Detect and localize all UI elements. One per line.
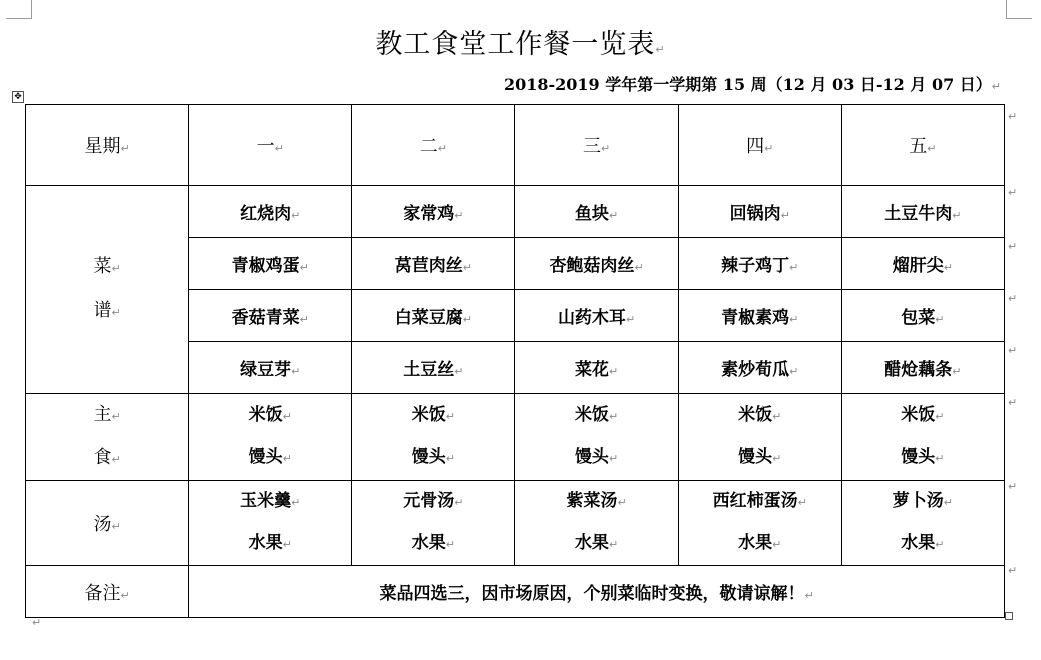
staple-item: [352, 395, 514, 437]
staple-name: 米饭: [248, 405, 283, 425]
staple-cell[interactable]: [352, 394, 515, 481]
dish-name: 山药木耳: [557, 308, 626, 328]
note-label-cell[interactable]: [26, 566, 189, 618]
staple-item: [679, 395, 841, 437]
paragraph-mark-icon: ↵: [608, 209, 619, 222]
soup-cell[interactable]: [515, 481, 678, 566]
dish-name: 素炒荀瓜: [721, 360, 790, 380]
paragraph-mark-icon: ↵: [927, 142, 937, 155]
dish-cell[interactable]: [352, 238, 515, 290]
staple-name: 馒头: [738, 447, 773, 467]
paragraph-mark-icon: ↵: [935, 452, 945, 465]
note-text-cell[interactable]: [189, 566, 1005, 618]
paragraph-mark-icon: ↵: [608, 365, 619, 378]
menu-label-line: [26, 246, 188, 290]
staple-item: [842, 437, 1004, 479]
paragraph-mark-icon: ↵: [111, 520, 121, 533]
fruit-item: [842, 523, 1004, 565]
dish-cell[interactable]: [189, 238, 352, 290]
soup-item: [189, 481, 351, 523]
soup-name: 元骨汤: [403, 491, 455, 511]
paragraph-mark-icon: ↵: [935, 538, 945, 551]
paragraph-mark-icon: ↵: [120, 142, 130, 155]
subtitle-text: 2018-2019 学年第一学期第 15 周（12 月 03 日-12 月 07 日）: [503, 75, 992, 94]
dish-cell[interactable]: [515, 238, 678, 290]
paragraph-mark-icon: ↵: [445, 410, 455, 423]
fruit-name: 水果: [901, 533, 936, 553]
paragraph-mark-icon: ↵: [32, 616, 42, 629]
end-of-row-mark-icon: ↵: [1008, 292, 1018, 305]
fruit-item: [679, 523, 841, 565]
end-of-row-mark-icon: ↵: [1008, 480, 1018, 493]
note-row: [26, 566, 1005, 618]
soup-item: [515, 481, 677, 523]
end-of-row-mark-icon: ↵: [1008, 186, 1018, 199]
paragraph-mark-icon: ↵: [608, 538, 619, 551]
day-label: 二: [419, 136, 438, 157]
paragraph-mark-icon: ↵: [952, 209, 962, 222]
page-title: [0, 22, 1041, 61]
staple-label-line: [26, 394, 188, 437]
paragraph-mark-icon: ↵: [780, 209, 790, 222]
paragraph-mark-icon: ↵: [608, 410, 619, 423]
dish-name: 白菜豆腐: [394, 308, 463, 328]
end-of-row-mark-icon: ↵: [1008, 564, 1018, 577]
paragraph-mark-icon: ↵: [282, 538, 292, 551]
crop-mark-top-right: [1006, 0, 1032, 19]
dish-name: 菜花: [574, 360, 609, 380]
dish-cell[interactable]: [678, 290, 841, 342]
soup-name: 萝卜汤: [892, 491, 944, 511]
menu-label-cell[interactable]: [26, 186, 189, 394]
label-char: 食: [93, 447, 112, 468]
weekday-label: 星期: [84, 136, 121, 157]
soup-cell[interactable]: [678, 481, 841, 566]
soup-cell[interactable]: [189, 481, 352, 566]
soup-label-cell[interactable]: [26, 481, 189, 566]
soup-item: [352, 481, 514, 523]
fruit-item: [189, 523, 351, 565]
paragraph-mark-icon: ↵: [797, 496, 807, 509]
dish-name: 香菇青菜: [231, 308, 300, 328]
menu-label-line: [26, 290, 188, 334]
paragraph-mark-icon: ↵: [943, 496, 953, 509]
note-text: 菜品四选三，因市场原因，个别菜临时变换，敬请谅解！: [379, 584, 805, 604]
soup-cell[interactable]: [352, 481, 515, 566]
weekday-label-cell[interactable]: [26, 105, 189, 186]
staple-cell[interactable]: [515, 394, 678, 481]
crop-mark-top-left: [6, 0, 32, 19]
staple-cell[interactable]: [841, 394, 1004, 481]
staple-item: [515, 437, 677, 479]
day-label: 四: [746, 136, 765, 157]
end-of-row-mark-icon: ↵: [1008, 240, 1018, 253]
soup-name: 紫菜汤: [566, 491, 618, 511]
staple-label-line: [26, 437, 188, 480]
day-cell-fri[interactable]: [841, 105, 1004, 186]
staple-row: [26, 394, 1005, 481]
dish-name: 醋炝藕条: [884, 360, 953, 380]
dish-name: 红烧肉: [240, 204, 292, 224]
dish-name: 青椒鸡蛋: [231, 256, 300, 276]
soup-item: [842, 481, 1004, 523]
fruit-name: 水果: [738, 533, 773, 553]
paragraph-mark-icon: ↵: [789, 261, 799, 274]
dish-cell[interactable]: [678, 186, 841, 238]
soup-item: [679, 481, 841, 523]
dish-cell[interactable]: [352, 186, 515, 238]
table-move-handle-icon[interactable]: ✥: [12, 91, 24, 103]
day-label: 三: [582, 136, 601, 157]
soup-name: 玉米羹: [240, 491, 292, 511]
paragraph-mark-icon: ↵: [454, 209, 464, 222]
staple-name: 馒头: [901, 447, 936, 467]
dish-cell[interactable]: [841, 238, 1004, 290]
dish-name: 辣子鸡丁: [721, 256, 790, 276]
dish-cell[interactable]: [841, 186, 1004, 238]
staple-name: 米饭: [574, 405, 609, 425]
day-cell-tue[interactable]: [352, 105, 515, 186]
paragraph-mark-icon: ↵: [282, 452, 292, 465]
paragraph-mark-icon: ↵: [608, 452, 619, 465]
day-label: 一: [256, 136, 275, 157]
dish-name: 鱼块: [574, 204, 609, 224]
staple-label-cell[interactable]: [26, 394, 189, 481]
menu-table: [25, 104, 1005, 618]
paragraph-mark-icon: ↵: [111, 410, 121, 423]
paragraph-mark-icon: ↵: [789, 313, 799, 326]
end-of-row-mark-icon: ↵: [1008, 396, 1018, 409]
paragraph-mark-icon: ↵: [764, 142, 774, 155]
label-char: 菜: [93, 255, 112, 277]
week-subtitle: [504, 72, 1001, 95]
label-char: 谱: [93, 299, 112, 321]
paragraph-mark-icon: ↵: [282, 410, 292, 423]
soup-cell[interactable]: [841, 481, 1004, 566]
paragraph-mark-icon: ↵: [111, 261, 121, 275]
paragraph-mark-icon: ↵: [617, 496, 627, 509]
day-cell-mon[interactable]: [189, 105, 352, 186]
fruit-name: 水果: [574, 533, 609, 553]
fruit-item: [352, 523, 514, 565]
staple-item: [679, 437, 841, 479]
dish-name: 土豆丝: [403, 360, 455, 380]
title-text: 教工食堂工作餐一览表: [375, 29, 656, 60]
soup-name: 西红柿蛋汤: [712, 491, 798, 511]
day-cell-wed[interactable]: [515, 105, 678, 186]
paragraph-mark-icon: ↵: [804, 589, 814, 602]
label-char: 主: [93, 404, 112, 425]
paragraph-mark-icon: ↵: [789, 365, 799, 378]
paragraph-mark-icon: ↵: [772, 410, 782, 423]
fruit-item: [515, 523, 677, 565]
dish-cell[interactable]: [189, 342, 352, 394]
weekday-header-row: [26, 105, 1005, 186]
paragraph-mark-icon: ↵: [291, 496, 301, 509]
staple-name: 米饭: [738, 405, 773, 425]
note-label: 备注: [84, 582, 121, 604]
table-resize-handle-icon[interactable]: [1005, 612, 1013, 620]
staple-item: [515, 395, 677, 437]
paragraph-mark-icon: ↵: [454, 365, 464, 378]
staple-cell[interactable]: [189, 394, 352, 481]
paragraph-mark-icon: ↵: [625, 313, 636, 326]
menu-dish-row: [26, 186, 1005, 238]
paragraph-mark-icon: ↵: [111, 305, 121, 319]
dish-cell[interactable]: [352, 290, 515, 342]
end-of-row-mark-icon: ↵: [1008, 110, 1018, 123]
dish-name: 熘肝尖: [892, 256, 944, 276]
dish-cell[interactable]: [678, 342, 841, 394]
paragraph-mark-icon: ↵: [437, 142, 447, 155]
dish-cell[interactable]: [678, 238, 841, 290]
staple-item: [842, 395, 1004, 437]
paragraph-mark-icon: ↵: [655, 43, 666, 56]
paragraph-mark-icon: ↵: [943, 261, 953, 274]
dish-cell[interactable]: [189, 186, 352, 238]
soup-label: 汤: [93, 514, 112, 535]
paragraph-mark-icon: ↵: [935, 313, 945, 326]
dish-name: 家常鸡: [403, 204, 455, 224]
dish-name: 回锅肉: [729, 204, 781, 224]
dish-cell[interactable]: [515, 186, 678, 238]
paragraph-mark-icon: ↵: [274, 142, 284, 155]
paragraph-mark-icon: ↵: [772, 452, 782, 465]
paragraph-mark-icon: ↵: [952, 365, 962, 378]
end-of-row-mark-icon: ↵: [1008, 344, 1018, 357]
staple-item: [189, 395, 351, 437]
paragraph-mark-icon: ↵: [772, 538, 782, 551]
paragraph-mark-icon: ↵: [462, 313, 472, 326]
staple-cell[interactable]: [678, 394, 841, 481]
day-label: 五: [909, 136, 928, 157]
dish-name: 莴苣肉丝: [394, 256, 463, 276]
staple-name: 米饭: [901, 405, 936, 425]
dish-name: 杏鲍菇肉丝: [549, 256, 635, 276]
staple-item: [352, 437, 514, 479]
paragraph-mark-icon: ↵: [120, 588, 130, 602]
paragraph-mark-icon: ↵: [291, 365, 301, 378]
dish-cell[interactable]: [515, 290, 678, 342]
dish-cell[interactable]: [189, 290, 352, 342]
paragraph-mark-icon: ↵: [462, 261, 472, 274]
dish-cell[interactable]: [515, 342, 678, 394]
day-cell-thu[interactable]: [678, 105, 841, 186]
paragraph-mark-icon: ↵: [454, 496, 464, 509]
paragraph-mark-icon: ↵: [445, 538, 455, 551]
dish-name: 绿豆芽: [240, 360, 292, 380]
dish-name: 青椒素鸡: [721, 308, 790, 328]
staple-name: 米饭: [411, 405, 446, 425]
dish-cell[interactable]: [841, 290, 1004, 342]
paragraph-mark-icon: ↵: [935, 410, 945, 423]
staple-name: 馒头: [248, 447, 283, 467]
dish-name: 土豆牛肉: [884, 204, 953, 224]
paragraph-mark-icon: ↵: [600, 142, 611, 155]
paragraph-mark-icon: ↵: [299, 313, 309, 326]
fruit-name: 水果: [248, 533, 283, 553]
paragraph-mark-icon: ↵: [299, 261, 309, 274]
fruit-name: 水果: [411, 533, 446, 553]
paragraph-mark-icon: ↵: [634, 261, 644, 274]
paragraph-mark-icon: ↵: [291, 209, 301, 222]
dish-cell[interactable]: [841, 342, 1004, 394]
paragraph-mark-icon: ↵: [111, 453, 121, 466]
paragraph-mark-icon: ↵: [991, 80, 1001, 93]
staple-item: [189, 437, 351, 479]
staple-name: 馒头: [411, 447, 446, 467]
soup-row: [26, 481, 1005, 566]
paragraph-mark-icon: ↵: [445, 452, 455, 465]
dish-cell[interactable]: [352, 342, 515, 394]
staple-name: 馒头: [574, 447, 609, 467]
dish-name: 包菜: [901, 308, 936, 328]
